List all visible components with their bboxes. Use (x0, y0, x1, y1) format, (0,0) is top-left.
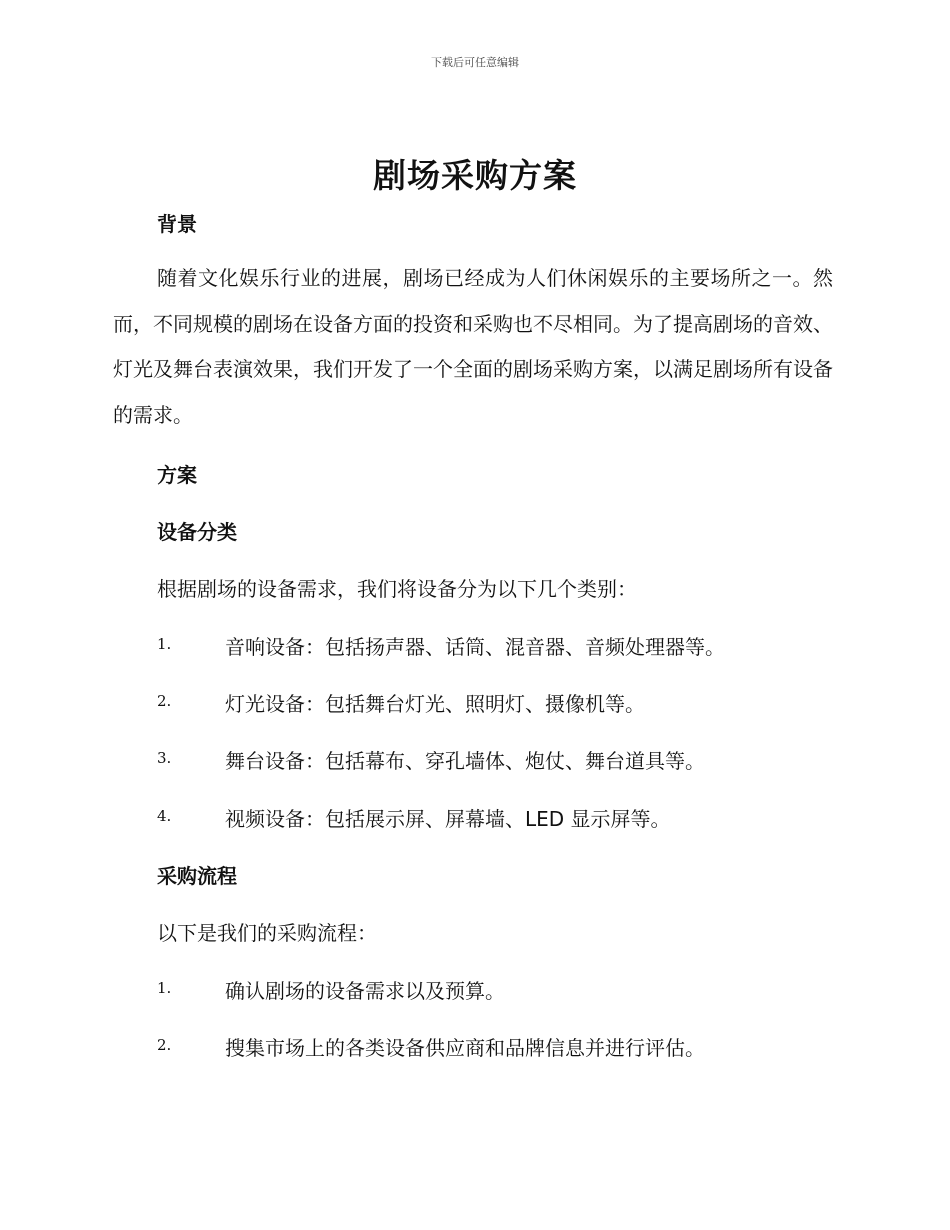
list-text: 确认剧场的设备需求以及预算。 (225, 979, 505, 1003)
list-number: 2. (157, 1036, 172, 1054)
process-intro: 以下是我们的采购流程： (157, 921, 377, 945)
list-number: 3. (157, 749, 172, 767)
list-text: 舞台设备：包括幕布、穿孔墙体、炮仗、舞台道具等。 (225, 749, 705, 773)
background-paragraph: 随着文化娱乐行业的进展，剧场已经成为人们休闲娱乐的主要场所之一。然而，不同规模的剧场在设备方面的投资和采购也不尽相同。为了提高剧场的音效、灯光及舞台表演效果，我们开发了一个全面的剧场采购方案，以满足剧场所有设备的需求。 (113, 266, 833, 427)
list-number: 1. (157, 635, 172, 653)
list-number: 2. (157, 692, 172, 710)
section-heading-plan: 方案 (157, 463, 197, 487)
list-text: 搜集市场上的各类设备供应商和品牌信息并进行评估。 (225, 1036, 705, 1060)
section-heading-background: 背景 (157, 212, 197, 236)
categories-intro: 根据剧场的设备需求，我们将设备分为以下几个类别： (157, 577, 637, 601)
list-text: 视频设备：包括展示屏、屏幕墙、LED 显示屏等。 (225, 807, 671, 831)
page-header: 下载后可任意编辑 (431, 56, 519, 69)
list-text: 音响设备：包括扬声器、话筒、混音器、音频处理器等。 (225, 635, 725, 659)
subsection-heading-categories: 设备分类 (157, 520, 237, 544)
list-number: 4. (157, 807, 172, 825)
list-text: 灯光设备：包括舞台灯光、照明灯、摄像机等。 (225, 692, 645, 716)
document-title: 剧场采购方案 (373, 156, 577, 195)
list-number: 1. (157, 979, 172, 997)
subsection-heading-process: 采购流程 (157, 864, 237, 888)
